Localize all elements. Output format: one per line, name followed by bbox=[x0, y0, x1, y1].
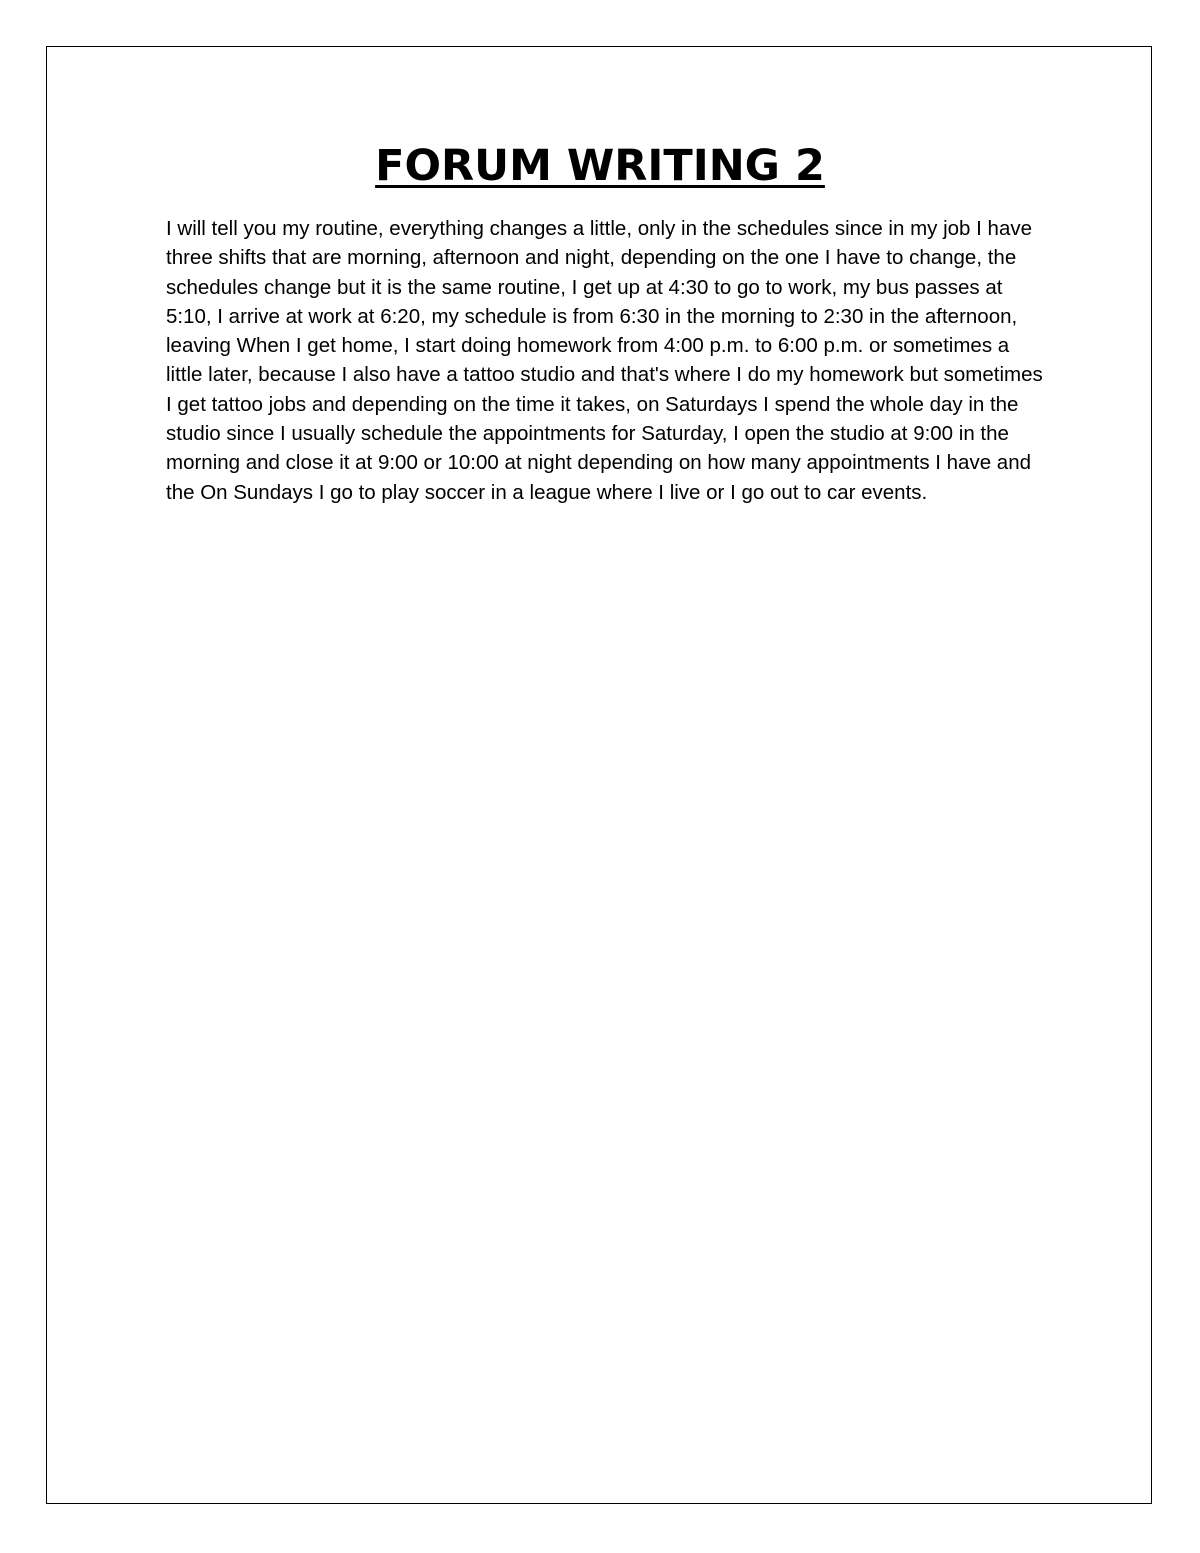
document-title: FORUM WRITING 2 bbox=[375, 141, 825, 191]
document-body-text: I will tell you my routine, everything changes a little, only in the schedules since in my job I have three shifts that are morning, afternoon and night, depending on the one I have to change, the schedules change but it is the same routine, I get up at 4:30 to go to work, my bus passes at 5:10, I arrive at work at 6:20, my schedule is from 6:30 in the morning to 2:30 in the afternoon, leaving When I get home, I start doing homework from 4:00 p.m. to 6:00 p.m. or sometimes a little later, because I also have a tattoo studio and that's where I do my homework but sometimes I get tattoo jobs and depending on the time it takes, on Saturdays I spend the whole day in the studio since I usually schedule the appointments for Saturday, I open the studio at 9:00 in the morning and close it at 9:00 or 10:00 at night depending on how many appointments I have and the On Sundays I go to play soccer in a league where I live or I go out to car events. bbox=[166, 217, 1043, 504]
